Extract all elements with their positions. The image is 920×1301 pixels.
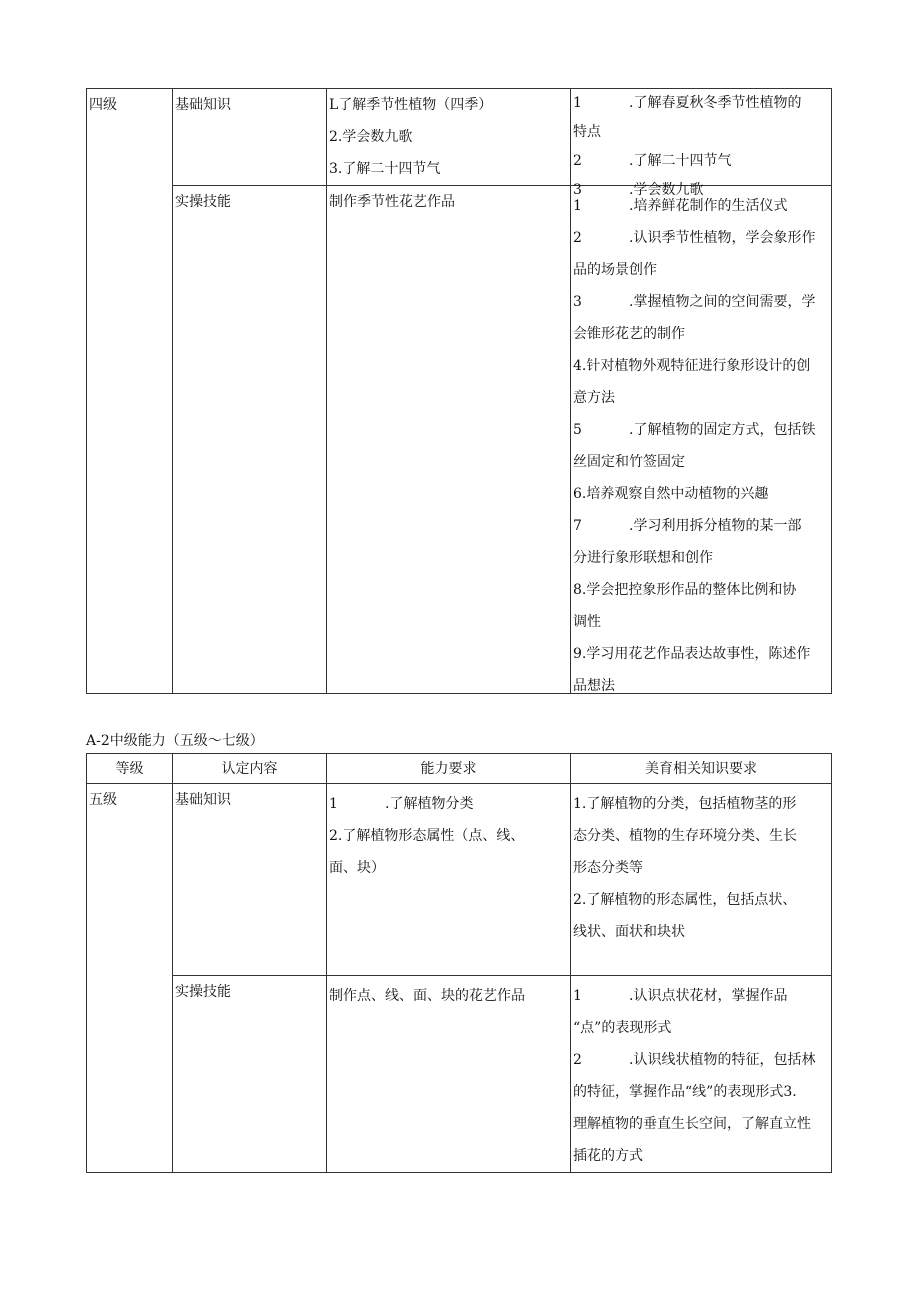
aesthetic-list: [571, 784, 831, 948]
aesthetic-list: [571, 89, 831, 198]
list-item-line: 丝固定和竹签固定: [573, 454, 685, 470]
list-item-line: 调性: [573, 614, 601, 630]
item-number: 1: [573, 95, 582, 111]
item-number: 5: [573, 422, 582, 438]
item-number: 3: [573, 182, 582, 198]
aesthetic-list: [571, 186, 831, 693]
category-practical-skill: 实操技能: [175, 194, 231, 210]
category-practical-skill: 实操技能: [175, 984, 231, 1000]
list-item-line: 3 .学会数九歌: [573, 176, 829, 205]
category-basic-knowledge: 基础知识: [175, 792, 231, 808]
header-ability: 能力要求: [327, 754, 571, 784]
list-item-line: 3 .掌握植物之间的空间需要，学: [573, 286, 829, 318]
list-item-line: 品的场景创作: [573, 262, 657, 278]
list-item-line: 2.了解植物形态属性（点、线、: [329, 828, 525, 844]
item-number: 2: [573, 153, 582, 169]
list-item-line: “点”的表现形式: [573, 1020, 672, 1036]
ability-list: [327, 976, 570, 1012]
aesthetic-item: 2.了解植物的形态属性，包括点状、: [573, 892, 797, 908]
list-item-line: 2 .认识季节性植物，学会象形作: [573, 222, 829, 254]
item-number: 2: [573, 1052, 582, 1068]
header-aesthetic: 美育相关知识要求: [571, 754, 832, 784]
ability-cell: [327, 784, 571, 976]
list-item-line: 4.针对植物外观特征进行象形设计的创: [573, 358, 811, 374]
aesthetic-list: [571, 976, 831, 1172]
level-4-table: [86, 88, 832, 694]
list-item-line: 8.学会把控象形作品的整体比例和协: [573, 582, 797, 598]
list-item-line: 1 .了解植物分类: [329, 788, 568, 820]
aesthetic-item: 1.了解植物的分类，包括植物茎的形: [573, 796, 797, 812]
list-item-line: 5 .了解植物的固定方式，包括铁: [573, 414, 829, 446]
ability-list: [327, 784, 570, 884]
list-item-line: 面、块）: [329, 860, 385, 876]
ability-item: 3.了解二十四节气: [329, 161, 441, 177]
list-item-line: 9.学习用花艺作品表达故事性，陈述作: [573, 646, 811, 662]
header-level: 等级: [87, 754, 173, 784]
item-number: 1: [573, 198, 582, 214]
ability-item: 制作季节性花艺作品: [329, 194, 455, 210]
category-cell: [173, 89, 327, 186]
item-number: 3: [573, 294, 582, 310]
list-item-line: 会锥形花艺的制作: [573, 326, 685, 342]
list-item-line: 插花的方式: [573, 1148, 643, 1164]
aesthetic-cell: [571, 186, 832, 694]
category-cell: [173, 186, 327, 694]
ability-cell: [327, 976, 571, 1173]
level-cell: [87, 89, 173, 694]
item-number: 1: [329, 796, 338, 812]
item-number: 2: [573, 230, 582, 246]
category-cell: [173, 784, 327, 976]
aesthetic-item: 态分类、植物的生存环境分类、生长: [573, 828, 797, 844]
list-item-line: 2 .认识线状植物的特征，包括林: [573, 1044, 829, 1076]
list-item-line: 1 .了解春夏秋冬季节性植物的: [573, 89, 829, 118]
aesthetic-item: 线状、面状和块状: [573, 924, 685, 940]
aesthetic-cell: [571, 784, 832, 976]
item-number: 7: [573, 518, 582, 534]
level-text: 四级: [89, 97, 117, 113]
ability-cell: [327, 89, 571, 186]
aesthetic-cell: [571, 89, 832, 198]
intermediate-table: [86, 753, 832, 1173]
ability-item: 制作点、线、面、块的花艺作品: [329, 988, 525, 1004]
item-number: 1: [573, 988, 582, 1004]
list-item-line: 品想法: [573, 678, 615, 694]
list-item-line: 1 .认识点状花材，掌握作品: [573, 980, 829, 1012]
ability-item: L了解季节性植物（四季）: [329, 97, 493, 113]
header-content: 认定内容: [173, 754, 327, 784]
list-item-line: 6.培养观察自然中动植物的兴趣: [573, 486, 769, 502]
aesthetic-cell: [571, 976, 832, 1173]
ability-item: 2.学会数九歌: [329, 129, 413, 145]
ability-cell: [327, 186, 571, 694]
list-item-line: 特点: [573, 124, 601, 140]
level-text: 五级: [89, 792, 117, 808]
ability-list: [327, 89, 570, 185]
list-item-line: 理解植物的垂直生长空间，了解直立性: [573, 1116, 811, 1132]
list-item-line: 7 .学习利用拆分植物的某一部: [573, 510, 829, 542]
list-item-line: 分进行象形联想和创作: [573, 550, 713, 566]
category-basic-knowledge: 基础知识: [175, 97, 231, 113]
list-item-line: 的特征，掌握作品“线”的表现形式3.: [573, 1084, 797, 1100]
level-cell: [87, 784, 173, 1173]
list-item-line: 1 .培养鲜花制作的生活仪式: [573, 190, 829, 222]
list-item-line: 意方法: [573, 390, 615, 406]
aesthetic-item: 形态分类等: [573, 860, 643, 876]
list-item-line: 2 .了解二十四节气: [573, 147, 829, 176]
ability-list: [327, 186, 570, 218]
section-caption: A-2中级能力（五级～七级）: [86, 733, 264, 749]
category-cell: [173, 976, 327, 1173]
